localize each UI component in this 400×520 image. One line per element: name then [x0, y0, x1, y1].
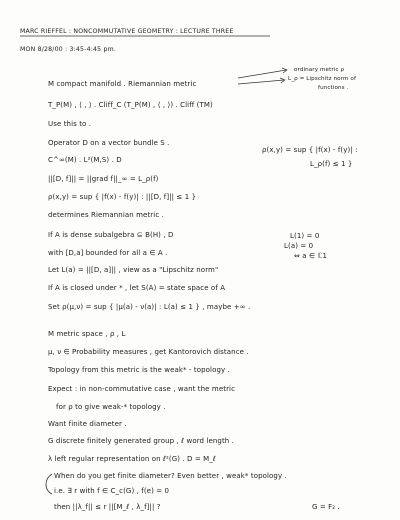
note-line: If A is closed under * , let S(A) = state space of A	[48, 284, 226, 292]
note-line: Set ρ(μ,ν) = sup { |μ(a) - ν(a)| : L(a) ≤ 1 } , maybe +∞ .	[48, 303, 251, 311]
note-line: When do you get finite diameter? Even better , weak* topology .	[54, 472, 287, 480]
note-line: for ρ to give weak-* topology .	[56, 403, 166, 411]
side-note: ρ(x,y) = sup { |f(x) - f(y)| :	[262, 146, 358, 154]
note-line: G discrete finitely generated group , ℓ word length .	[48, 437, 234, 445]
note-line: with [D,a] bounded for all a ∈ A .	[48, 249, 168, 257]
note-line: λ left regular representation on ℓ²(G) . D = M_ℓ	[48, 455, 216, 463]
note-line: C^∞(M) . L²(M,S) . D	[48, 156, 122, 164]
side-note: ordinary metric ρ	[294, 67, 345, 73]
note-line: determines Riemannian metric .	[48, 211, 164, 219]
side-note: L_ρ = Lipschitz norm of	[288, 76, 357, 82]
note-line: Let L(a) = ||[D, a]|| , view as a "Lipschitz norm"	[48, 266, 219, 274]
arrow-icon	[238, 70, 286, 78]
note-line: ||[D, f]|| = ||grad f||_∞ = L_ρ(f)	[48, 175, 159, 183]
arrow-icon	[238, 80, 284, 84]
lecture-title: MARC RIEFFEL : NONCOMMUTATIVE GEOMETRY : LECTURE THREE	[20, 28, 234, 35]
note-line: T_P(M) , ⟨ , ⟩ . Cliff_C (T_P(M) , ⟨ , ⟩) . Cliff (TM)	[48, 101, 213, 109]
note-line: i.e. ∃ r with f ∈ C_c(G) , f(e) = 0	[54, 487, 170, 495]
side-note: G = F₂ .	[312, 503, 340, 511]
note-line: ρ(x,y) = sup { |f(x) - f(y)| : ||[D, f]|| ≤ 1 }	[48, 193, 197, 201]
side-note: ⇔ a ∈ ℂ1	[294, 252, 328, 260]
note-line: Topology from this metric is the weak* - topology .	[48, 366, 230, 374]
note-line: If A is dense subalgebra ⊆ B(H) , D	[48, 231, 174, 239]
note-line: M compact manifold . Riemannian metric	[48, 80, 197, 88]
note-line: Operator D on a vector bundle S .	[48, 139, 170, 147]
note-line: Use this to .	[48, 120, 92, 128]
side-note: L_ρ(f) ≤ 1 }	[310, 160, 353, 168]
lecture-date: MON 8/28/00 : 3:45-4:45 pm.	[20, 46, 116, 53]
note-line: Expect : in non-commutative case , want the metric	[48, 385, 236, 393]
note-line: then ||λ_f|| ≤ r ||[M_ℓ , λ_f]|| ?	[54, 503, 161, 511]
side-note: functions .	[318, 85, 349, 91]
note-line: μ, ν ∈ Probability measures , get Kantorovich distance .	[48, 348, 249, 356]
side-note: L(a) = 0	[284, 242, 314, 250]
note-line: M metric space , ρ , L	[48, 330, 126, 338]
note-line: Want finite diameter .	[48, 420, 127, 428]
side-note: L(1) = 0	[290, 232, 320, 240]
brace-icon	[46, 474, 52, 494]
